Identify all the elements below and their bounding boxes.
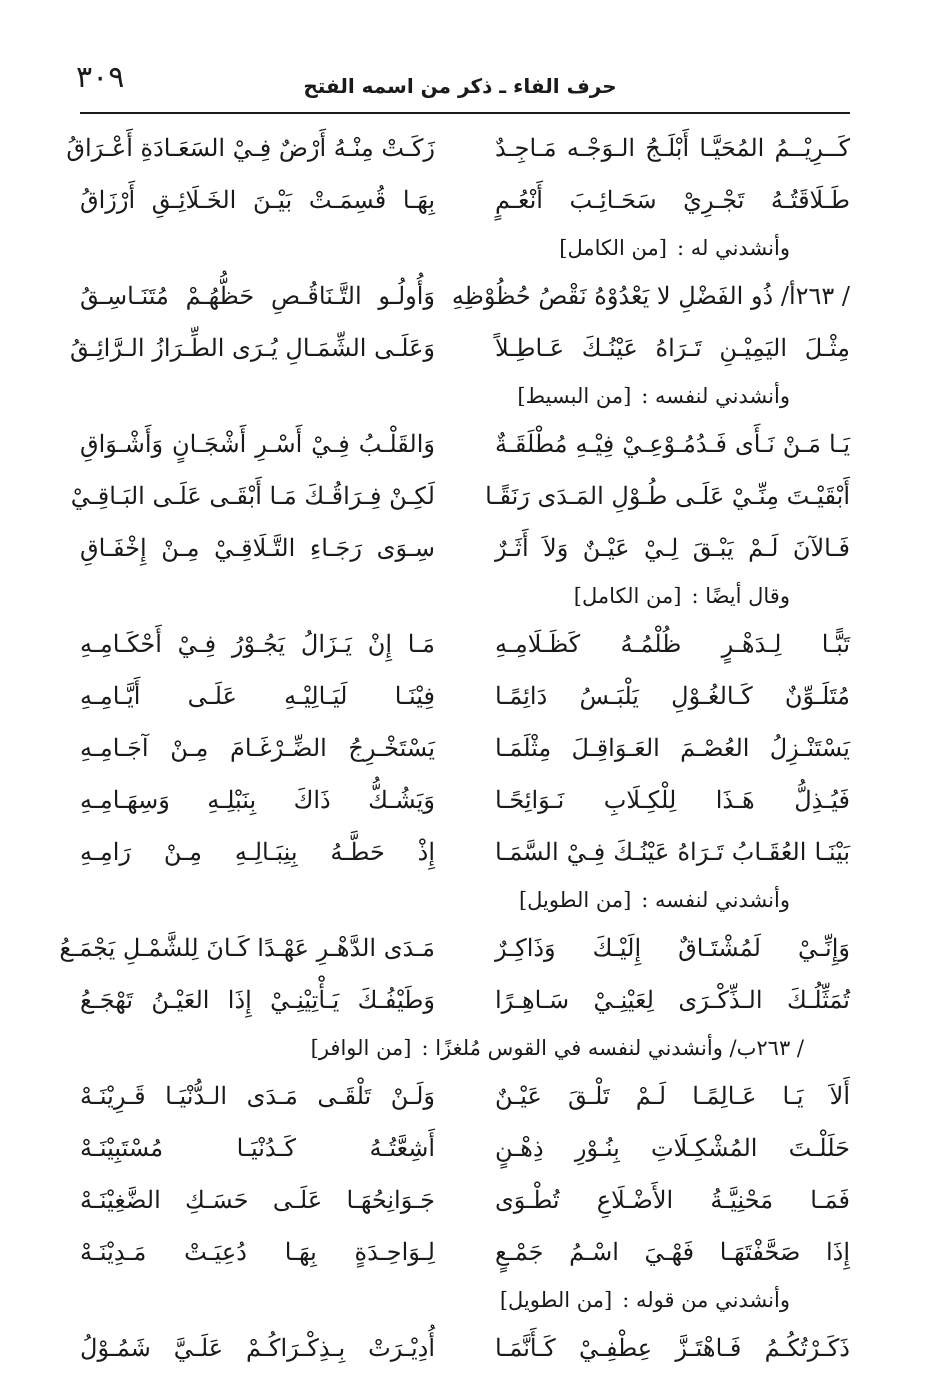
second-hemistich: يَسْتَخْـرِجُ الضِّـرْغَـامَ مِـنْ آجَـامِـهِ [80, 734, 435, 762]
second-hemistich: وَيَشُـكُّ ذَاكَ بِنَبْلِـهِ وَسِهَـامِـهِ [80, 786, 435, 814]
verse-line [80, 522, 850, 574]
first-hemistich: فَيُـذِلُّ هَـذَا لِلْكِـلَابِ نَـوَائِحًـا [495, 786, 850, 814]
second-hemistich: لِـوَاحِـدَةٍ بِهَـا دُعِيَـتْ مَـدِيْنَـهْ [80, 1238, 435, 1266]
first-hemistich: فَـالآنَ لَـمْ يَبْـقَ لِـيْ عَيْـنٌ وَلاَ أَثَـرٌ [495, 534, 850, 562]
first-hemistich: فَمَـا مَحْنِيَّـةُ الأَضْـلَاعِ تُطْـوَى [495, 1186, 850, 1214]
poem-intro [80, 226, 850, 270]
second-hemistich: وَالقَلْـبُ فِـيْ أَسْـرِ أَشْجَـانٍ وَأَشْـوَاقِ [80, 430, 435, 458]
verse-line [69, 322, 850, 374]
meter-label: [من الكامل] [559, 236, 667, 260]
poem-block [69, 226, 850, 374]
verse-line [80, 826, 850, 878]
poem-block [70, 374, 850, 574]
verse-line [80, 1174, 850, 1226]
verse-line [80, 1070, 850, 1122]
second-hemistich: وَطَيْفُـكَ يَـأْتِيْنِـيْ إِذَا العَيْـنُ تَهْجَـعُ [80, 986, 435, 1014]
first-hemistich: مِثْـلَ اليَمِيْـنِ تَـرَاهُ عَيْنُـكَ عَـاطِـلاً [495, 334, 850, 362]
poem-block [59, 878, 850, 1026]
poem-block [80, 1278, 850, 1374]
first-hemistich: تَبًّـا لِـدَهْـرٍ ظُلْمُـهُ كَظَـلَامِـهِ [495, 630, 850, 658]
verse-line [70, 470, 850, 522]
page-number: ٣٠٩ [76, 60, 125, 95]
first-hemistich: طَـلَاقَتُـهُ تَجْـرِيْ سَحَـائِـبَ أَنْعُـمٍ [495, 186, 850, 214]
intro-text: / ٢٦٣ب/ وأنشدني لنفسه في القوس مُلغزًا : [421, 1036, 804, 1060]
second-hemistich: زَكَـتْ مِنْـهُ أَرْضٌ فِـيْ السَعَـادَةِ أَعْـرَاقُ [66, 134, 435, 162]
first-hemistich: إِذَا صَحَّفْتَهَـا فَهْـيَ اسْـمُ جَمْـعٍ [495, 1238, 850, 1266]
second-hemistich: فِيْنَـا لَيَـالِيْـهِ عَلَـى أَيَّـامِـهِ [80, 682, 435, 710]
verse-line [59, 922, 850, 974]
second-hemistich: أُدِيْـرَتْ بِـذِكْـرَاكُـمْ عَلَـيَّ شَمُـوْلُ [80, 1334, 435, 1362]
verse-line [80, 1226, 850, 1278]
meter-label: [من الطويل] [499, 1288, 613, 1312]
verse-line [80, 722, 850, 774]
poem-intro [80, 574, 850, 618]
second-hemistich: إِذْ حَطَّـهُ بِنِبَـالِـهِ مِـنْ رَامِـهِ [80, 838, 435, 866]
intro-text: وأنشدني له : [676, 236, 790, 260]
verse-line [80, 618, 850, 670]
poem-intro [80, 1026, 850, 1070]
verse-line [80, 774, 850, 826]
verse-line [80, 1122, 850, 1174]
second-hemistich: مَـدَى الدَّهْـرِ عَهْـدًا كَـانَ لِلشَّمْـلِ يَجْمَـعُ [59, 934, 435, 962]
poem-block [66, 122, 850, 226]
second-hemistich: وَأُولُـو التَّـنَاقُـصِ حَظُّهُـمْ مُتَنَـاسِـقُ [80, 282, 435, 310]
first-hemistich: كَــرِيْــمُ المُحَيَّـا أَبْلَـجُ الـوَجْـه مَـاجِـدٌ [495, 134, 850, 162]
poem-intro [80, 878, 850, 922]
verse-line [80, 174, 850, 226]
first-hemistich: تُمَثِّلُـكَ الـذِّكْـرَى لِعَيْنِـيْ سَـاهِـرًا [495, 986, 850, 1014]
poem-block [80, 1026, 850, 1278]
second-hemistich: بِهَـا قُسِمَـتْ بَيْـنَ الخَـلَائِـقِ أَرْزَاقُ [80, 186, 435, 214]
first-hemistich: حَلَلْـتَ المُشْكِـلَاتِ بِنُـوْرِ ذِهْـنٍ [495, 1134, 850, 1162]
first-hemistich: أَبْقَيْـتَ مِنِّـيْ عَلَـى طُـوْلِ المَـدَى رَنَقًـا [485, 482, 850, 510]
first-hemistich: أَلاَ يَـا عَـالِمًـا لَـمْ تَلْـقَ عَيْـنٌ [495, 1082, 850, 1110]
second-hemistich: وَلَـنْ تَلْقَـى مَـدَى الـدُّنْيَـا قَـرِيْنَـهْ [80, 1082, 435, 1110]
intro-text: وأنشدني لنفسه : [641, 888, 790, 912]
first-hemistich: وَإِنِّـيْ لَمُشْتَـاقٌ إِلَيْـكَ وَذَاكِـرٌ [495, 934, 850, 962]
verse-line [80, 270, 850, 322]
second-hemistich: لَكِـنْ فِـرَاقُـكَ مَـا أَبْقَـى عَلَـى البَـاقِـيْ [70, 482, 435, 510]
meter-label: [من البسيط] [517, 384, 632, 408]
second-hemistich: جَـوَانِحُهَـا عَلَـى حَسَـكِ الضَّغِيْنَـهْ [80, 1186, 435, 1214]
first-hemistich: بَيْنَـا العُقَـابُ تَـرَاهُ عَيْنُـكَ فِـيْ السَّمَـا [495, 838, 850, 866]
second-hemistich: مَـا إِنْ يَـزَالُ يَجُـوْرُ فِـيْ أَحْكَـامِـهِ [80, 630, 435, 658]
verse-line [80, 974, 850, 1026]
meter-label: [من الطويل] [518, 888, 632, 912]
page-header [70, 58, 850, 108]
intro-text: وأنشدني من قوله : [622, 1288, 790, 1312]
second-hemistich: وَعَلَـى الشِّمَـالِ يُـرَى الطِّـرَازُ الـرَّائِـقُ [69, 334, 435, 362]
verse-line [80, 418, 850, 470]
intro-text: وأنشدني لنفسه : [641, 384, 790, 408]
poem-intro [80, 374, 850, 418]
meter-label: [من الكامل] [573, 584, 682, 608]
second-hemistich: أَشِعَّتُـهُ كَـدُنْيَـا مُسْتَبِيْنَـهْ [80, 1134, 435, 1162]
first-hemistich: يَـا مَـنْ نَـأَى فَـدُمُـوْعِـيْ فِيْـهِ مُطْلَقَـةٌ [495, 430, 850, 458]
intro-text: وقال أيضًا : [691, 584, 790, 608]
meter-label: [من الوافر] [310, 1036, 412, 1060]
running-title: حرف الفاء ـ ذكر من اسمه الفتح [303, 74, 617, 98]
first-hemistich: يَسْتَنْـزِلُ العُصْـمَ العَـوَاقِـلَ مِثْلَمَـا [495, 734, 850, 762]
header-rule [80, 112, 850, 114]
poem-block [80, 574, 850, 878]
verse-line [80, 670, 850, 722]
first-hemistich: مُتَلَـوِّنٌ كَـالغُـوْلِ يَلْبَـسُ دَائِمًـا [495, 682, 850, 710]
poem-intro [80, 1278, 850, 1322]
verse-line [66, 122, 850, 174]
verse-line [80, 1322, 850, 1374]
second-hemistich: سِـوَى رَجَـاءِ التَّـلَاقِـيْ مِـنْ إِخْفَـاقِ [80, 534, 435, 562]
first-hemistich: ذَكَـرْتُكُـمُ فَـاهْتَـزَّ عِطْفِـيْ كَـأَنَّمَـا [495, 1334, 850, 1362]
poem-body [59, 122, 850, 1374]
first-hemistich: / ٢٦٣أ/ ذُو الفَضْلِ لا يَعْدُوْهُ نَقْصُ حُظُوْظِهِ [451, 282, 850, 310]
